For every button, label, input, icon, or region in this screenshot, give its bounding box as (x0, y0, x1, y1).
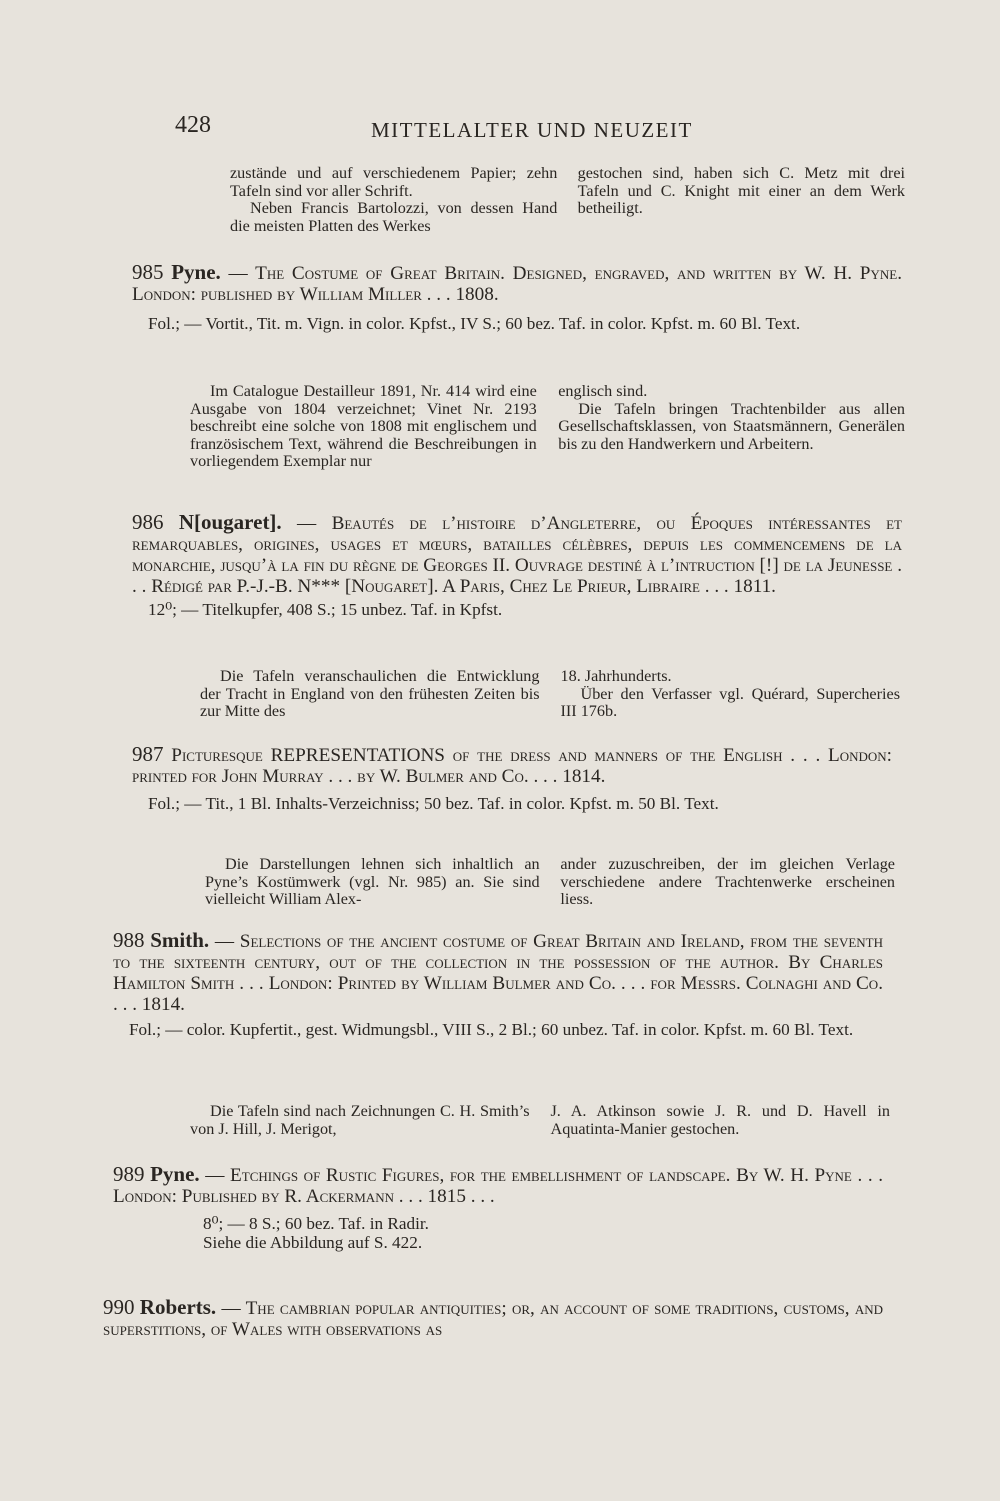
entry-990 (103, 1297, 883, 1340)
entry-988-head (113, 930, 883, 1015)
note-paragraph: Im Catalogue Destailleur 1891, Nr. 414 wird eine Ausgabe von 1804 verzeichnet; Vinet Nr. 2193 beschreibt eine solche von 1808 mit englischem und französischem Text, während die Beschreibungen in vorliegendem Exemplar nur (190, 382, 537, 470)
note-paragraph: Die Tafeln sind nach Zeichnungen C. H. Smith’s von J. Hill, J. Merigot, (190, 1102, 530, 1138)
entry-number: 986 (132, 510, 164, 534)
collation-line: 8⁰; — 8 S.; 60 bez. Taf. in Radir. (203, 1214, 429, 1233)
continuation-right-p1: gestochen sind, haben sich C. Metz mit drei Tafeln und C. Knight mit einer an dem Werk betheiligt. (577, 164, 905, 217)
running-title: MITTELALTER UND NEUZEIT (371, 118, 693, 142)
entry-title: Picturesque REPRESENTATIONS of the dress and manners of the English . . . London: printed for John Murray . . . by W. Bulmer and Co. . . . 1814. (132, 745, 893, 787)
entry-number: 985 (132, 260, 164, 284)
entry-986-head (132, 512, 902, 597)
note-paragraph: Über den Verfasser vgl. Quérard, Supercheries III 176b. (560, 684, 900, 720)
entry-990-head (103, 1297, 883, 1340)
entry-988-collation (113, 1021, 883, 1040)
entry-987-notes (205, 856, 895, 909)
entry-number: 989 (113, 1162, 145, 1186)
continuation-notes (230, 165, 905, 235)
entry-987-head (132, 744, 892, 787)
notes-left (190, 383, 537, 471)
collation-line: Siehe die Abbildung auf S. 422. (203, 1232, 423, 1252)
entry-author: Smith. (150, 928, 210, 952)
entry-author: Roberts. (139, 1295, 217, 1319)
entry-title: — Beautés de l’histoire d’Angleterre, ou Époques intéressantes et remarquables, origines, usages et mœurs, batailles célèbres, depuis les commencemens de la monarchie, jusqu’à la fin du règne de Georges II. Ouvrage destiné à l’intruction [!] de la Jeunesse . . . Rédigé par P.-J.-B. N*** [Nougaret]. A Paris, Chez Le Prieur, Libraire . . . 1811. (132, 513, 902, 597)
collation-line: Fol.; — Tit., 1 Bl. Inhalts-Verzeichniss; 50 bez. Taf. in color. Kpfst. m. 50 Bl. Text. (148, 794, 719, 813)
notes-left (190, 1103, 530, 1138)
continuation-left-p1: zustände und auf verschiedenem Papier; zehn Tafeln sind vor aller Schrift. (230, 164, 558, 200)
entry-987-collation (132, 795, 892, 814)
entry-986-collation (132, 601, 902, 620)
note-paragraph: Die Tafeln bringen Trachtenbilder aus allen Gesellschaftsklassen, von Staatsmännern, Generälen bis zu den Handwerkern und Arbeitern. (558, 399, 905, 453)
entry-989 (113, 1164, 883, 1252)
notes-right (551, 1103, 891, 1138)
note-paragraph: J. A. Atkinson sowie J. R. und D. Havell in Aquatinta-Manier gestochen. (550, 1102, 890, 1138)
entry-985-head (132, 262, 902, 305)
entry-author: Pyne. (150, 1162, 200, 1186)
entry-989-head (113, 1164, 883, 1207)
entry-number: 988 (113, 928, 145, 952)
note-paragraph: Die Darstellungen lehnen sich inhaltlich an Pyne’s Kostümwerk (vgl. Nr. 985) an. Sie sind vielleicht William Alex- (205, 855, 540, 908)
entry-987 (132, 744, 892, 814)
entry-986-notes (200, 668, 900, 721)
entry-985-notes (190, 383, 905, 471)
page-header (175, 112, 895, 152)
entry-989-collation (113, 1215, 883, 1252)
entry-number: 990 (103, 1295, 135, 1319)
entry-988-notes (190, 1103, 890, 1138)
continuation-left (230, 165, 557, 235)
continuation-right (578, 165, 905, 235)
entry-number: 987 (132, 742, 164, 766)
notes-right (558, 383, 905, 471)
note-paragraph: englisch sind. (558, 382, 648, 400)
entry-title: — Selections of the ancient costume of Great Britain and Ireland, from the seventh to the sixteenth century, out of the collection in the possession of the author. By Charles Hamilton Smith . . . London: Printed by William Bulmer and Co. . . . for Messrs. Colnaghi and Co. . . . 1814. (113, 931, 884, 1015)
collation-line: 12⁰; — Titelkupfer, 408 S.; 15 unbez. Taf. in Kpfst. (148, 600, 503, 619)
entry-author: N[ougaret]. (178, 510, 282, 534)
notes-left (205, 856, 540, 909)
collation-line: Fol.; — color. Kupfertit., gest. Widmungsbl., VIII S., 2 Bl.; 60 unbez. Taf. in color. Kpfst. m. 60 Bl. Text. (129, 1020, 854, 1039)
continuation-left-p2: Neben Francis Bartolozzi, von dessen Hand die meisten Platten des Werkes (230, 199, 558, 235)
note-paragraph: Die Tafeln veranschaulichen die Entwicklung der Tracht in England von den frühesten Zeiten bis zur Mitte des (200, 667, 540, 720)
entry-986 (132, 512, 902, 620)
entry-title: — The cambrian popular antiquities; or, an account of some traditions, customs, and superstitions, of Wales with observations as (103, 1298, 884, 1340)
entry-title: — The Costume of Great Britain. Designed, engraved, and written by W. H. Pyne. London: published by William Miller . . . 1808. (132, 263, 902, 305)
notes-right (561, 668, 901, 721)
entry-author: Pyne. (171, 260, 221, 284)
entry-985 (132, 262, 902, 334)
note-paragraph: ander zuzuschreiben, der im gleichen Verlage verschiedene andere Trachtenwerke erscheinen liess. (560, 855, 895, 908)
entry-988 (113, 930, 883, 1040)
note-paragraph: 18. Jahrhunderts. (560, 667, 672, 685)
notes-left (200, 668, 540, 721)
entry-985-collation (132, 315, 902, 334)
page-number: 428 (175, 112, 211, 138)
collation-line: Fol.; — Vortit., Tit. m. Vign. in color. Kpfst., IV S.; 60 bez. Taf. in color. Kpfst. m. 60 Bl. Text. (148, 314, 801, 333)
notes-right (560, 856, 895, 909)
entry-title: — Etchings of Rustic Figures, for the embellishment of landscape. By W. H. Pyne . . . London: Published by R. Ackermann . . . 1815 . . . (113, 1165, 884, 1207)
